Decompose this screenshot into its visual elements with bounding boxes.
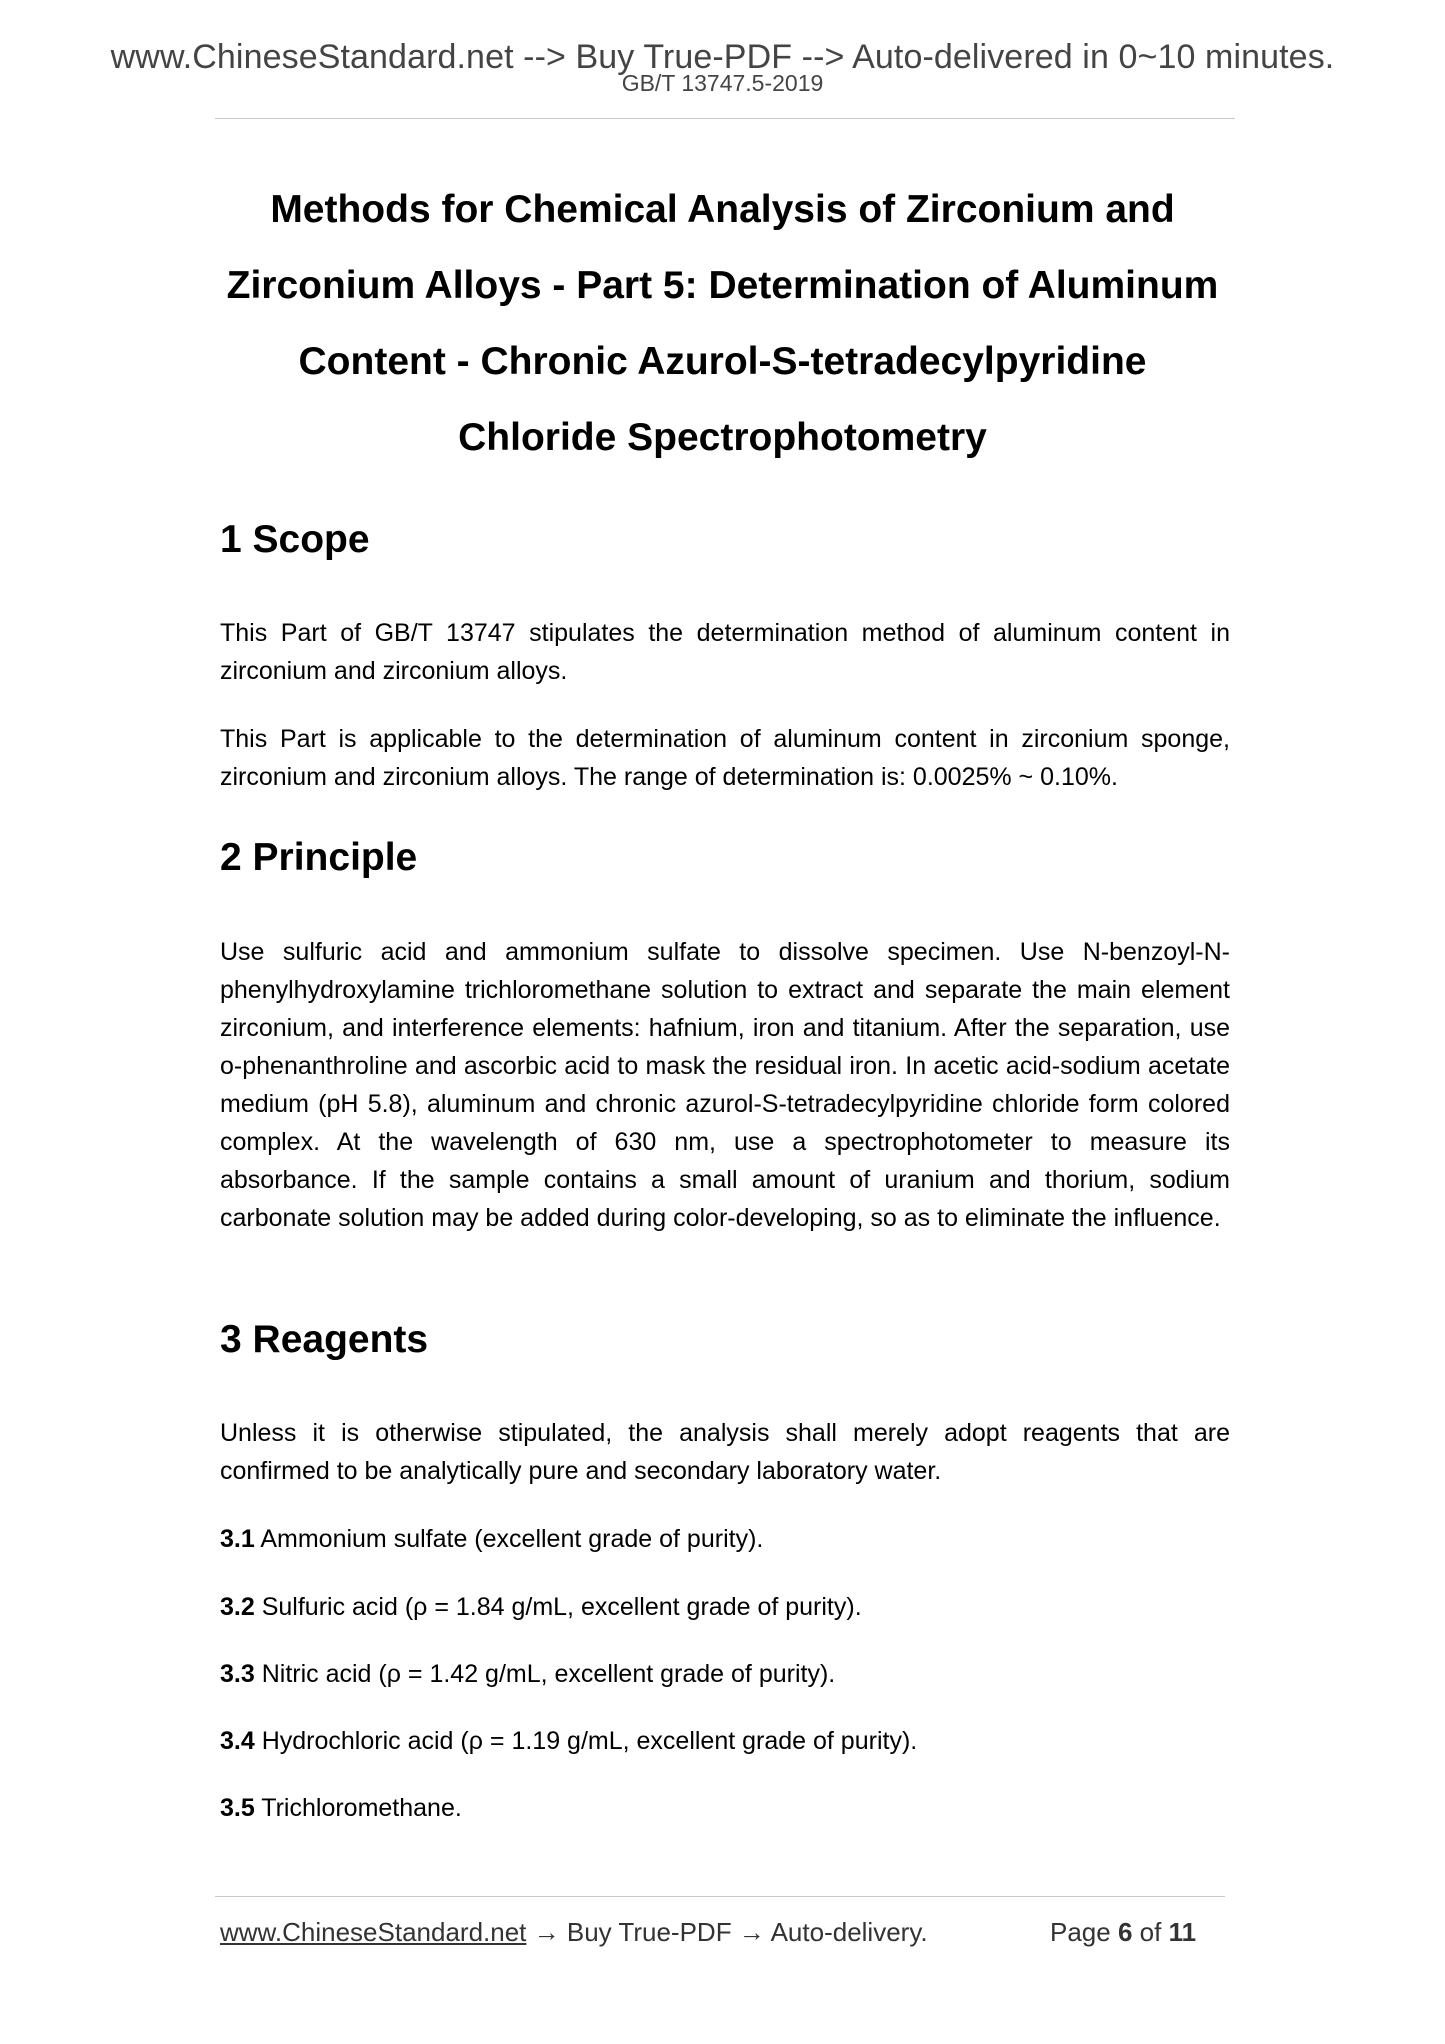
page-number: 6 <box>1117 1917 1133 1947</box>
reagent-text: Trichloromethane. <box>261 1794 462 1822</box>
reagent-item <box>220 1655 1230 1693</box>
scope-paragraph-2: This Part is applicable to the determination of aluminum content in zirconium sponge, zirconium and zirconium alloys. The range of determination is: 0.0025% ~ 0.10%. <box>220 725 1230 791</box>
reagents-intro: Unless it is otherwise stipulated, the analysis shall merely adopt reagents that are confirmed to be analytically pure and secondary laboratory water. <box>220 1419 1230 1485</box>
reagent-number: 3.1 <box>220 1525 255 1553</box>
document-id: GB/T 13747.5-2019 <box>621 70 824 96</box>
document-title <box>190 172 1255 476</box>
reagent-number: 3.5 <box>220 1794 255 1822</box>
reagent-item <box>220 1588 1230 1626</box>
footer-left <box>220 1917 928 1948</box>
download-banner: www.ChineseStandard.net --> Buy True-PDF --> Auto-delivered in 0~10 minutes. <box>110 38 1335 76</box>
reagent-text: Sulfuric acid (ρ = 1.84 g/mL, excellent grade of purity). <box>261 1593 862 1621</box>
page-of-label: of <box>1139 1917 1162 1947</box>
scope-paragraph-1: This Part of GB/T 13747 stipulates the determination method of aluminum content in zirconium and zirconium alloys. <box>220 619 1230 685</box>
title-line: Methods for Chemical Analysis of Zirconium and <box>270 188 1175 231</box>
title-line: Chloride Spectrophotometry <box>458 416 987 459</box>
reagent-number: 3.4 <box>220 1727 255 1755</box>
footer-site-link[interactable]: www.ChineseStandard.net <box>220 1917 527 1947</box>
reagent-text: Nitric acid (ρ = 1.42 g/mL, excellent grade of purity). <box>261 1660 836 1688</box>
reagent-item <box>220 1520 1230 1558</box>
reagent-text: Ammonium sulfate (excellent grade of purity). <box>260 1525 764 1553</box>
page-indicator <box>1050 1917 1196 1948</box>
footer-divider <box>215 1896 1225 1897</box>
page-total: 11 <box>1168 1917 1197 1947</box>
title-line: Zirconium Alloys - Part 5: Determination of Aluminum <box>226 264 1219 307</box>
reagent-number: 3.2 <box>220 1593 255 1621</box>
page-label: Page <box>1050 1917 1111 1947</box>
section-heading-reagents: 3 Reagents <box>220 1318 429 1361</box>
title-line: Content - Chronic Azurol-S-tetradecylpyridine <box>298 340 1147 383</box>
reagent-item <box>220 1722 1230 1760</box>
section-heading-principle: 2 Principle <box>220 836 418 879</box>
footer-tagline: → Buy True-PDF → Auto-delivery. <box>533 1917 928 1947</box>
section-heading-scope: 1 Scope <box>220 518 370 561</box>
principle-paragraph: Use sulfuric acid and ammonium sulfate to dissolve specimen. Use N-benzoyl-N-phenylhydroxylamine trichloromethane solution to extract and separate the main element zirconium, and interference elements: hafnium, iron and titanium. After the separation, use o-phenanthroline and ascorbic acid to mask the residual iron. In acetic acid-sodium acetate medium (pH 5.8), aluminum and chronic azurol-S-tetradecylpyridine chloride form colored complex. At the wavelength of 630 nm, use a spectrophotometer to measure its absorbance. If the sample contains a small amount of uranium and thorium, sodium carbonate solution may be added during color-developing, so as to eliminate the influence. <box>220 938 1230 1232</box>
reagent-text: Hydrochloric acid (ρ = 1.19 g/mL, excellent grade of purity). <box>261 1727 918 1755</box>
reagent-number: 3.3 <box>220 1660 255 1688</box>
reagent-item <box>220 1789 1230 1827</box>
header-divider <box>215 118 1235 119</box>
